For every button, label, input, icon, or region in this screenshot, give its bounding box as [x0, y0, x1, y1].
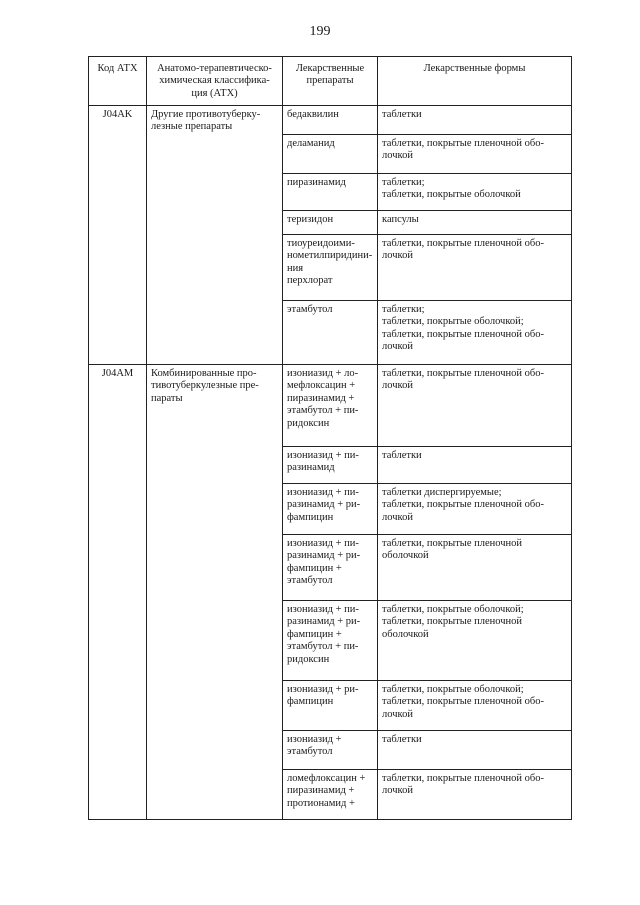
drug-name: изониазид + пи- разинамид + ри- фампицин + этамбутол — [283, 535, 378, 601]
header-drugs: Лекарственные препараты — [283, 57, 378, 106]
drug-name: изониазид + этамбутол — [283, 731, 378, 770]
drug-forms: таблетки — [378, 106, 572, 135]
drug-name: изониазид + пи- разинамид — [283, 447, 378, 484]
drug-forms: таблетки — [378, 731, 572, 770]
drug-forms: таблетки, покрытые пленочной оболочкой — [378, 535, 572, 601]
header-code: Код АТХ — [89, 57, 147, 106]
drug-forms: таблетки диспергируемые; таблетки, покрытые пленочной обо- лочкой — [378, 484, 572, 535]
drug-forms: таблетки, покрытые оболочкой; таблетки, покрытые пленочной оболочкой — [378, 601, 572, 681]
drug-forms: таблетки; таблетки, покрытые оболочкой — [378, 174, 572, 211]
drug-name: изониазид + ри- фампицин — [283, 681, 378, 731]
drug-name: изониазид + пи- разинамид + ри- фампицин — [283, 484, 378, 535]
group-code: J04AK — [89, 106, 147, 365]
drug-forms: таблетки, покрытые пленочной обо- лочкой — [378, 365, 572, 447]
group-name: Другие противотуберку- лезные препараты — [147, 106, 283, 365]
drug-name: тиоуреидоими- нометилпиридини- ния перхлорат — [283, 235, 378, 301]
drug-name: изониазид + ло- мефлоксацин + пиразинамид + этамбутол + пи- ридоксин — [283, 365, 378, 447]
drug-name: бедаквилин — [283, 106, 378, 135]
drug-name: этамбутол — [283, 301, 378, 365]
drug-forms: таблетки; таблетки, покрытые оболочкой; таблетки, покрытые пленочной обо- лочкой — [378, 301, 572, 365]
drug-forms: капсулы — [378, 211, 572, 235]
table-row — [89, 106, 572, 135]
header-forms: Лекарственные формы — [378, 57, 572, 106]
header-classification: Анатомо-терапевтическо- химическая классифика- ция (АТХ) — [147, 57, 283, 106]
page-number: 199 — [309, 24, 331, 39]
table-row — [89, 365, 572, 447]
drug-forms: таблетки, покрытые пленочной обо- лочкой — [378, 235, 572, 301]
drug-forms: таблетки, покрытые пленочной обо- лочкой — [378, 770, 572, 820]
group-code: J04AM — [89, 365, 147, 820]
drug-name: теризидон — [283, 211, 378, 235]
drug-name: изониазид + пи- разинамид + ри- фампицин + этамбутол + пи- ридоксин — [283, 601, 378, 681]
drug-forms: таблетки, покрытые оболочкой; таблетки, покрытые пленочной обо- лочкой — [378, 681, 572, 731]
drug-name: деламанид — [283, 135, 378, 174]
drug-forms: таблетки — [378, 447, 572, 484]
group-name: Комбинированные про- тивотуберкулезные пре- параты — [147, 365, 283, 820]
table-header-row — [89, 57, 572, 106]
drug-name: ломефлоксацин + пиразинамид + протионамид + — [283, 770, 378, 820]
drug-forms: таблетки, покрытые пленочной обо- лочкой — [378, 135, 572, 174]
atc-table — [88, 56, 572, 820]
drug-name: пиразинамид — [283, 174, 378, 211]
